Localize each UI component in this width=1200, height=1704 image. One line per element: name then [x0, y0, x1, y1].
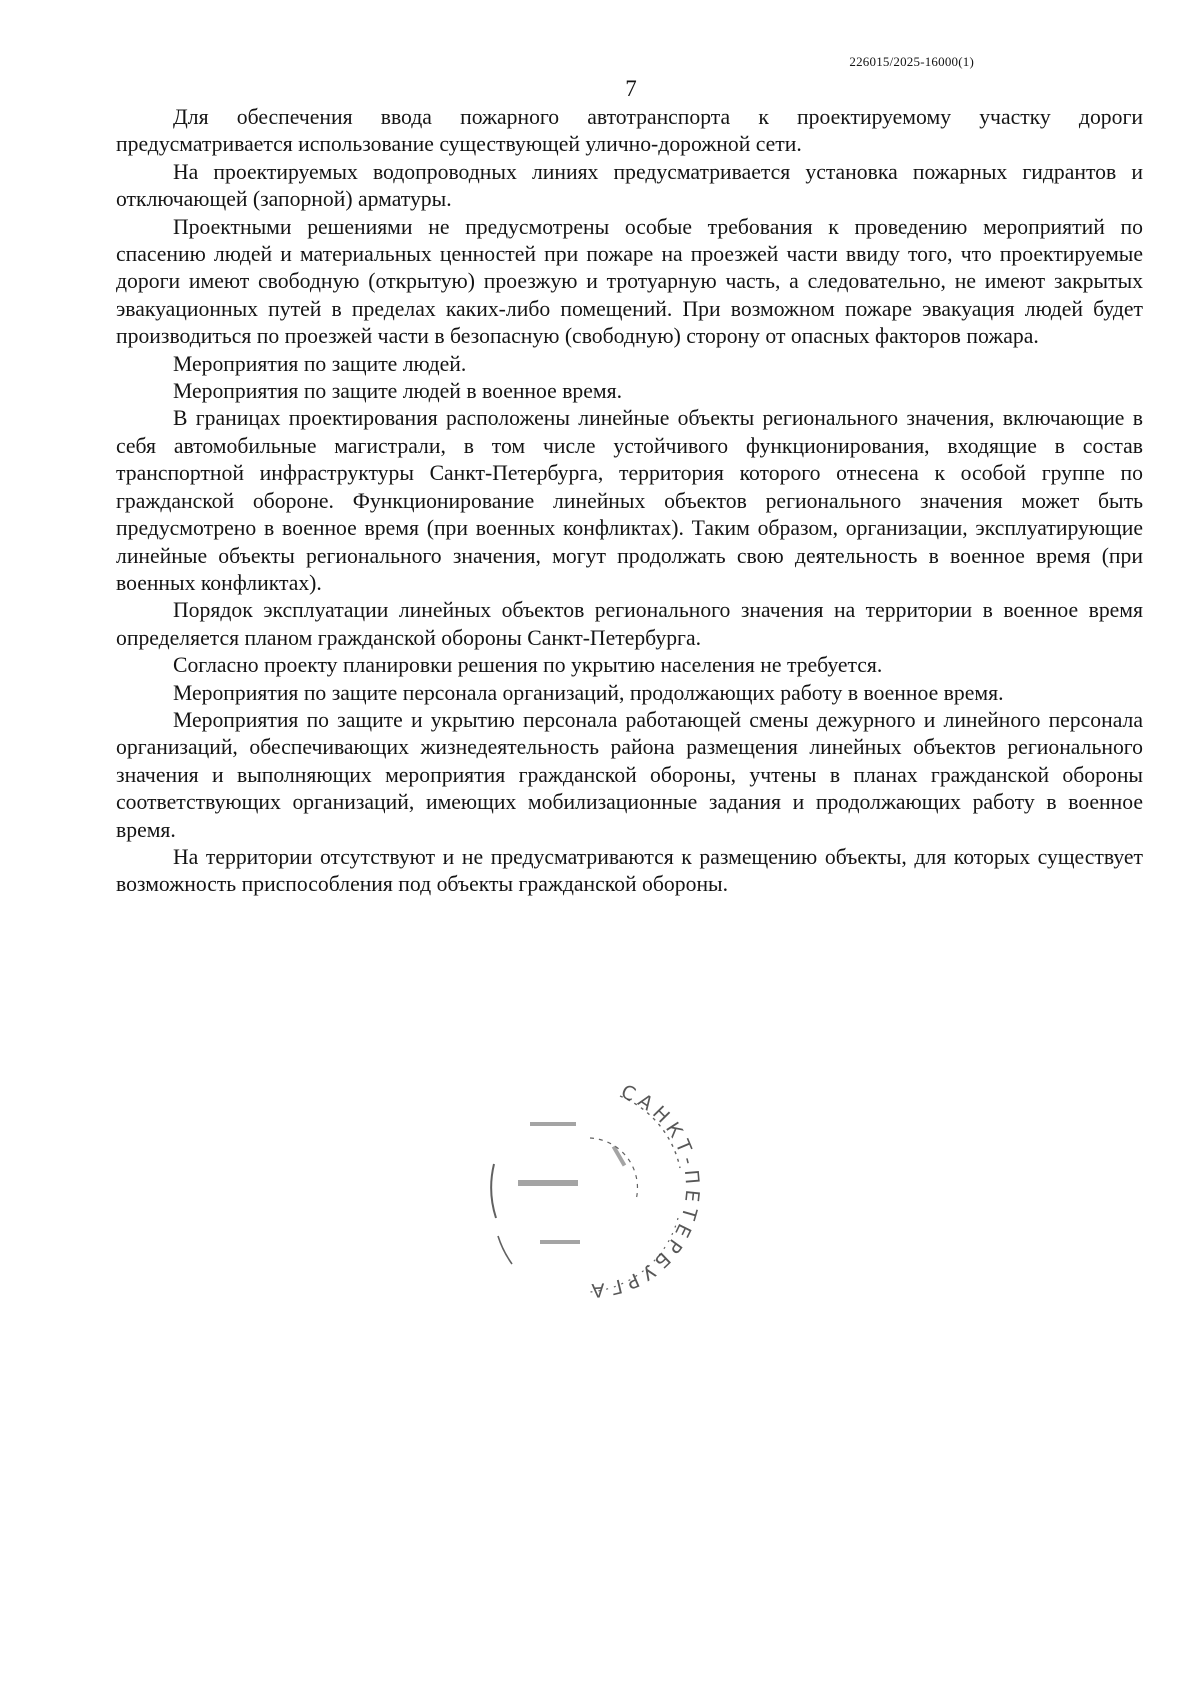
- paragraph-shift-personnel: Мероприятия по защите и укрытию персонала работающей смены дежурного и линейного персонала организаций, обеспечивающих жизнедеятельность района размещения линейных объектов регионального значения и выполняющих мероприятия гражданской обороны, учтены в планах гражданской обороны соответствующих организаций, имеющих мобилизационные задания и продолжающих работу в военное время.: [116, 707, 1143, 842]
- paragraph-evacuation: Проектными решениями не предусмотрены особые требования к проведению мероприятий по спасению людей и материальных ценностей при пожаре на проезжей части ввиду того, что проектируемые дороги имеют свободную (открытую) проезжую и тротуарную часть, а следовательно, не имеют закрытых эвакуационных путей в пределах каких-либо помещений. При возможном пожаре эвакуация людей будет производиться по проезжей части в безопасную (свободную) сторону от опасных факторов пожара.: [116, 214, 1143, 349]
- paragraph-fire-access: Для обеспечения ввода пожарного автотранспорта к проектируемому участку дороги предусматривается использование существующей улично-дорожной сети.: [116, 105, 1143, 157]
- official-seal-stamp: [470, 1068, 710, 1308]
- document-body: [116, 104, 1143, 899]
- paragraph-people-protection: Мероприятия по защите людей.: [173, 351, 467, 376]
- paragraph-shelter: Согласно проекту планировки решения по укрытию населения не требуется.: [173, 653, 883, 678]
- document-number: 226015/2025-16000(1): [849, 54, 974, 69]
- paragraph-civil-defence-objects: На территории отсутствуют и не предусматриваются к размещению объекты, для которых существует возможность приспособления под объекты гражданской обороны.: [116, 844, 1143, 897]
- page-number: 7: [625, 76, 637, 101]
- paragraph-wartime-protection: Мероприятия по защите людей в военное время.: [173, 379, 623, 404]
- svg-text:САНКТ-ПЕТЕРБУРГА: САНКТ-ПЕТЕРБУРГА: [585, 1080, 704, 1302]
- paragraph-operation-order: Порядок эксплуатации линейных объектов регионального значения на территории в военное время определяется планом гражданской обороны Санкт-Петербурга.: [116, 598, 1143, 650]
- paragraph-regional-objects: В границах проектирования расположены линейные объекты регионального значения, включающие в себя автомобильные магистрали, в том числе устойчивого функционирования, входящие в состав транспортной инфраструктуры Санкт-Петербурга, территория которого отнесена к особой группе по гражданской обороне. Функционирование линейных объектов регионального значения может быть предусмотрено в военное время (при военных конфликтах). Таким образом, организации, эксплуатирующие линейные объекты регионального значения, могут продолжать свою деятельность в военное время (при военных конфликтах).: [116, 406, 1143, 595]
- paragraph-hydrants: На проектируемых водопроводных линиях предусматривается установка пожарных гидрантов и отключающей (запорной) арматуры.: [116, 159, 1143, 212]
- paragraph-personnel-protection: Мероприятия по защите персонала организаций, продолжающих работу в военное время.: [173, 680, 1004, 705]
